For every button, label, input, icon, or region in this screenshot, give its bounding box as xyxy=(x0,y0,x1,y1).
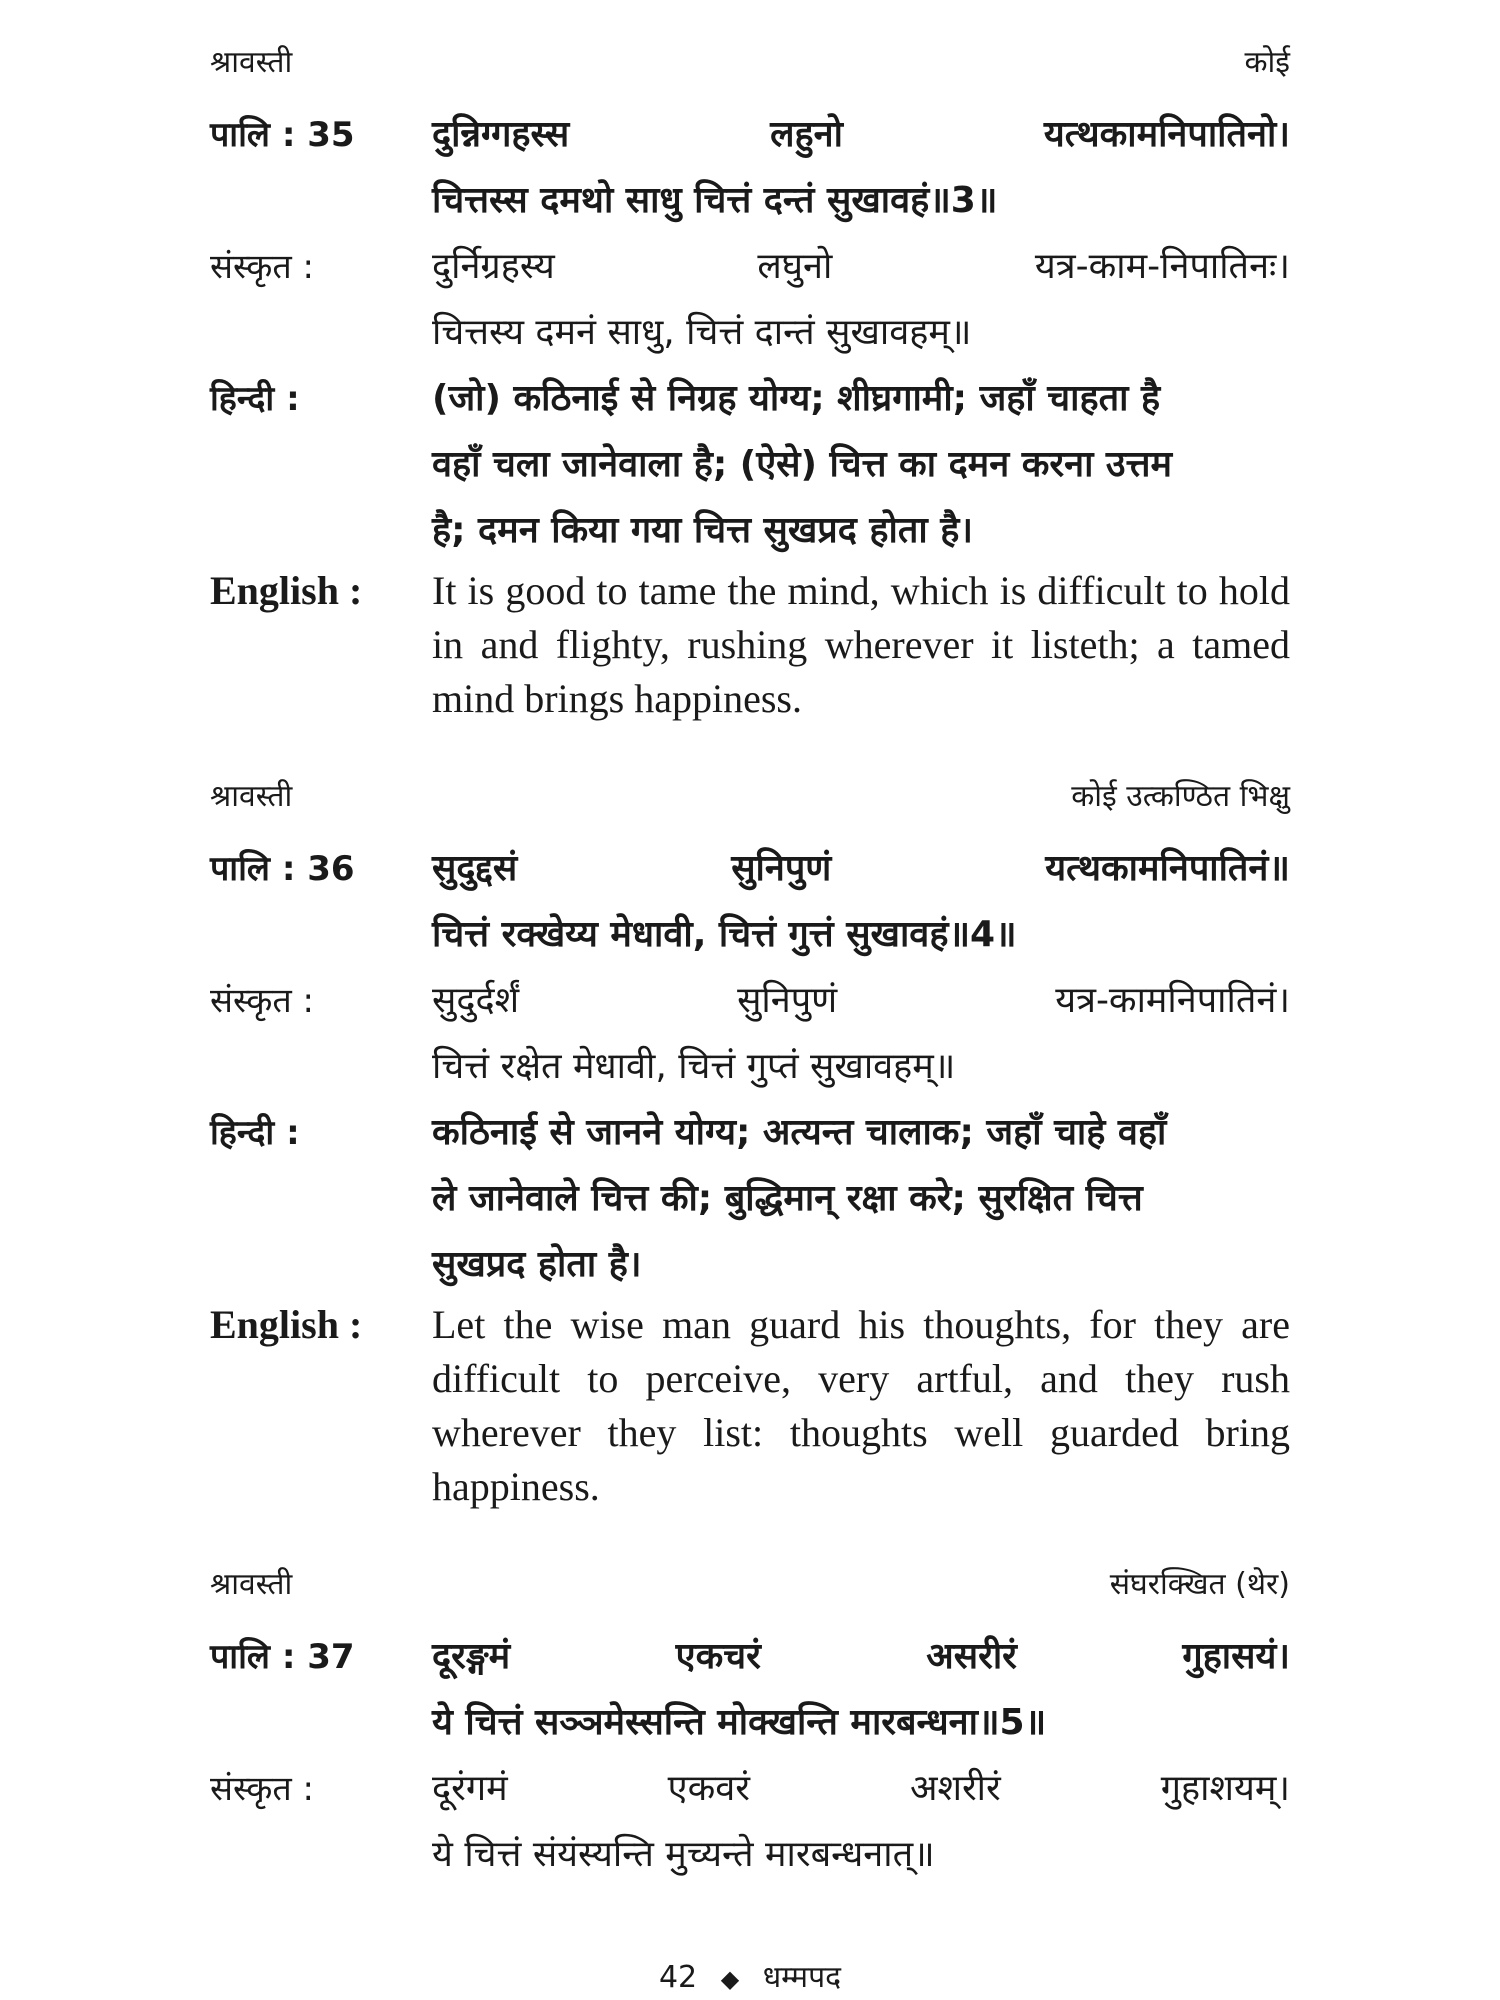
hindi-line: वहाँ चला जानेवाला है; (ऐसे) चित्त का दमन करना उत्तम xyxy=(432,444,1173,485)
page-footer xyxy=(0,1955,1500,1996)
verse-header xyxy=(210,774,1290,828)
hindi-line: है; दमन किया गया चित्त सुखप्रद होता है। xyxy=(432,510,974,551)
pali-line-2: चित्तं रक्खेय्य मेधावी, चित्तं गुत्तं सुखावहं॥4॥ xyxy=(432,914,1017,955)
page xyxy=(210,40,1290,1936)
place-name: श्रावस्ती xyxy=(210,779,293,814)
pali-word: गुहासयं। xyxy=(1182,1636,1290,1677)
verse-header xyxy=(210,40,1290,94)
pali-block xyxy=(210,1624,1290,1756)
verse-37-section xyxy=(210,1562,1290,1888)
pali-line-2: चित्तस्स दमथो साधु चित्तं दन्तं सुखावहं॥3॥ xyxy=(432,180,998,221)
sanskrit-word: दुर्निग्रहस्य xyxy=(432,246,555,287)
hindi-line: सुखप्रद होता है। xyxy=(432,1244,642,1285)
pali-label: पालि : 37 xyxy=(210,1637,355,1677)
verse-35-section xyxy=(210,40,1290,726)
sanskrit-block xyxy=(210,1756,1290,1888)
place-name: श्रावस्ती xyxy=(210,45,293,80)
english-block xyxy=(210,564,1290,726)
sanskrit-line-1 xyxy=(432,234,1290,300)
pali-label: पालि : 36 xyxy=(210,849,355,889)
sanskrit-line-2: चित्तं रक्षेत मेधावी, चित्तं गुप्तं सुखावहम्॥ xyxy=(432,1046,956,1087)
pali-word: दुन्निग्गहस्स xyxy=(432,114,570,155)
english-translation: Let the wise man guard his thoughts, for they are difficult to perceive, very artful, and they rush wherever they list: thoughts well guarded bring happiness. xyxy=(432,1302,1290,1509)
speaker-name: कोई xyxy=(1244,45,1290,80)
pali-block xyxy=(210,836,1290,968)
sanskrit-label: संस्कृत : xyxy=(210,1769,314,1809)
sanskrit-word: यत्र-कामनिपातिनं। xyxy=(1055,980,1290,1021)
pali-word: सुदुद्दसं xyxy=(432,848,518,889)
pali-line-1 xyxy=(432,836,1290,902)
pali-line-1 xyxy=(432,1624,1290,1690)
pali-word: यत्थकामनिपातिनं॥ xyxy=(1045,848,1290,889)
pali-label: पालि : 35 xyxy=(210,115,355,155)
sanskrit-word: लघुनो xyxy=(757,246,833,287)
place-name: श्रावस्ती xyxy=(210,1567,293,1602)
book-title: धम्मपद xyxy=(762,1960,842,1995)
pali-word: लहुनो xyxy=(770,114,843,155)
hindi-line: ले जानेवाले चित्त की; बुद्धिमान् रक्षा करे; सुरक्षित चित्त xyxy=(432,1178,1143,1219)
sanskrit-word: गुहाशयम्। xyxy=(1160,1768,1290,1809)
english-translation: It is good to tame the mind, which is difficult to hold in and flighty, rushing wherever it listeth; a tamed mind brings happiness. xyxy=(432,568,1290,721)
pali-word: सुनिपुणं xyxy=(731,848,832,889)
hindi-block xyxy=(210,1100,1290,1298)
hindi-block xyxy=(210,366,1290,564)
sanskrit-label: संस्कृत : xyxy=(210,247,314,287)
verse-36-section xyxy=(210,774,1290,1514)
pali-block xyxy=(210,102,1290,234)
sanskrit-label: संस्कृत : xyxy=(210,981,314,1021)
sanskrit-word: अशरीरं xyxy=(909,1768,1001,1809)
english-block xyxy=(210,1298,1290,1514)
speaker-name: संघरक्खित (थेर) xyxy=(1109,1567,1290,1602)
sanskrit-word: यत्र-काम-निपातिनः। xyxy=(1034,246,1290,287)
pali-line-1 xyxy=(432,102,1290,168)
sanskrit-word: सुनिपुणं xyxy=(737,980,838,1021)
sanskrit-line-2: चित्तस्य दमनं साधु, चित्तं दान्तं सुखावहम्॥ xyxy=(432,312,972,353)
pali-word: यत्थकामनिपातिनो। xyxy=(1043,114,1290,155)
sanskrit-line-1 xyxy=(432,1756,1290,1822)
sanskrit-block xyxy=(210,234,1290,366)
page-number: 42 xyxy=(658,1960,698,1995)
speaker-name: कोई उत्कण्ठित भिक्षु xyxy=(1071,779,1290,814)
english-label: English : xyxy=(210,1302,363,1347)
sanskrit-word: दूरंगमं xyxy=(432,1768,508,1809)
sanskrit-line-1 xyxy=(432,968,1290,1034)
sanskrit-word: एकवरं xyxy=(667,1768,750,1809)
pali-word: दूरङ्गमं xyxy=(432,1636,511,1677)
pali-word: असरीरं xyxy=(926,1636,1017,1677)
sanskrit-line-2: ये चित्तं संयंस्यन्ति मुच्यन्ते मारबन्धनात्॥ xyxy=(432,1834,935,1875)
pali-line-2: ये चित्तं सञ्ञमेस्सन्ति मोक्खन्ति मारबन्धना॥5॥ xyxy=(432,1702,1047,1743)
diamond-icon: ◆ xyxy=(720,1965,740,1993)
hindi-line: (जो) कठिनाई से निग्रह योग्य; शीघ्रगामी; जहाँ चाहता है xyxy=(432,378,1161,419)
hindi-label: हिन्दी : xyxy=(210,379,300,419)
hindi-label: हिन्दी : xyxy=(210,1113,300,1153)
hindi-line: कठिनाई से जानने योग्य; अत्यन्त चालाक; जहाँ चाहे वहाँ xyxy=(432,1112,1167,1153)
sanskrit-word: सुदुर्दर्शं xyxy=(432,980,520,1021)
english-label: English : xyxy=(210,568,363,613)
pali-word: एकचरं xyxy=(675,1636,761,1677)
verse-header xyxy=(210,1562,1290,1616)
sanskrit-block xyxy=(210,968,1290,1100)
